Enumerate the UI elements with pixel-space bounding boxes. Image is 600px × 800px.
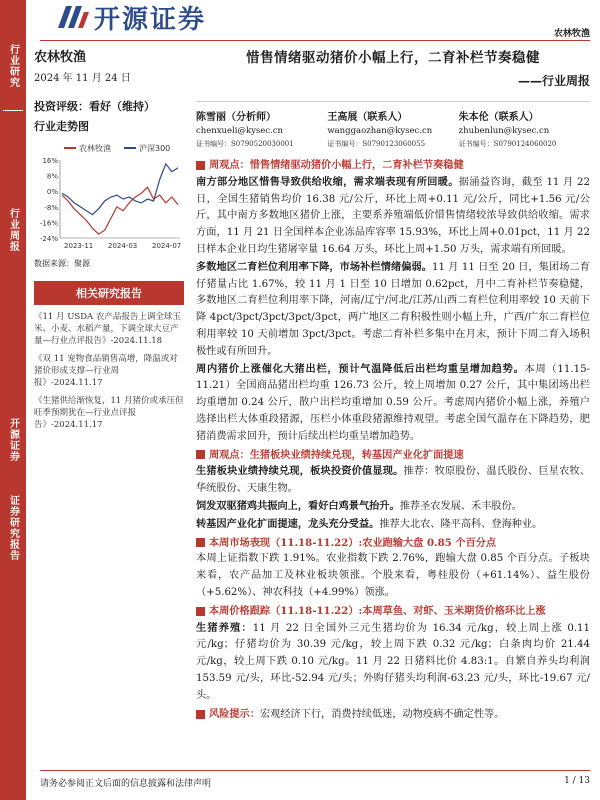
author-block (196, 108, 327, 149)
section-heading: 本周市场表现（11.18-11.22）:农业跑输大盘 0.85 个百分点 (209, 536, 497, 549)
logo-mark-icon (56, 4, 90, 30)
paragraph: 本周上证指数下跌 1.91%。农业指数下跌 2.76%，跑输大盘 0.85 个百分点。子板块来看，农产品加工及林业板块领涨。个股来看，粤桂股份（+61.14%）、益生股份（+5.62%）、神农科技（+4.99%）领涨。 (196, 553, 590, 598)
square-bullet-icon (196, 710, 205, 719)
x-tick-label: 2024-07 (152, 242, 182, 250)
industry-name: 农林牧渔 (34, 50, 87, 65)
strip-label-company: 开源证券 (7, 418, 19, 462)
paragraph: 多数地区二育栏位利用率下降，市场补栏情绪偏弱。11 月 11 日至 20 日，集团场二育仔猪量占比 1.67%，较 11 月 1 日至 10 日增加 0.62pct，月中二育补栏节奏稳健，多数地区二育栏位利用率下降，河南/辽宁/河北/江苏/山西二育栏位利用率较 10 天前下降 4pct/3pct/3pct/3pct/3pct，两广地区二育积极性则小幅上升，广西/广东二育栏位利用率较 10 天前增加 3pct/3pct。考虑二育补栏多集中在月末，预计下周二育入场积极性或有所回升。 (196, 260, 590, 357)
strip-label-research: 行业研究 (7, 44, 19, 88)
y-tick-label: -8% (44, 203, 58, 212)
header-industry-tag: 农林牧渔 (553, 29, 590, 39)
related-report-item[interactable]: 《11 月 USDA 农产品报告上调全球玉米、小麦、水稻产量，下调全球大豆产量—行业点评报告》-2024.11.18 (34, 312, 181, 346)
authors-row (196, 101, 590, 149)
series-line (62, 187, 178, 234)
trend-chart (34, 140, 184, 258)
trend-chart-title: 行业走势图 (34, 120, 89, 133)
chart-source: 数据来源：聚源 (34, 259, 90, 268)
author-name: 陈雪丽（分析师） (196, 112, 276, 123)
author-cert: 证书编号：S0790123060055 (327, 140, 426, 148)
left-strip (0, 0, 26, 800)
legend-label: 沪深300 (139, 144, 171, 153)
legend-label: 农林牧渔 (79, 144, 111, 153)
section-risk: 风险提示：宏观经济下行，消费持续低迷，动物疫病不确定性等。 (196, 706, 590, 724)
section-market (196, 535, 590, 602)
report-subtitle: ——行业周报 (517, 74, 590, 88)
company-logo (56, 2, 207, 35)
y-tick-label: 8% (46, 172, 58, 181)
logo-text: 开源证券 (94, 4, 207, 35)
author-name: 王高展（联系人） (327, 112, 408, 123)
investment-rating: 投资评级：看好（维持） (34, 100, 155, 113)
author-email[interactable]: zhubenlun@kysec.cn (458, 126, 550, 136)
y-tick-label: -16% (39, 219, 58, 228)
strip-divider (3, 110, 23, 111)
author-cert: 证书编号：S0790124060020 (458, 140, 557, 148)
section-heading: 周观点：惜售情绪驱动猪价小幅上行，二育补栏节奏稳健 (209, 159, 464, 171)
section-heading: 周观点：生猪板块业绩持续兑现，转基因产业化扩面提速 (209, 448, 464, 461)
section-weekly-view (196, 157, 590, 446)
square-bullet-icon (196, 450, 205, 459)
paragraph: 南方部分地区惜售导致供给收缩，需求端表现有所回暖。据涌益咨询，截至 11 月 22 日，全国生猪销售均价 16.38 元/公斤，环比上周+0.11 元/公斤，同比+1.56 元/公斤，其中南方多数地区猪价上涨，主要系养殖端低价惜售情绪较浓导致供给收缩。需求方面，11 月 21 日全国样本企业冻品库容率 15.93%，环比上周+0.01pct，11 月 22 日样本企业日均生猪屠宰量 16.64 万头，环比上周+1.50 万头，需求端有所回暖。 (196, 175, 591, 255)
author-email[interactable]: chenxueli@kysec.cn (196, 126, 284, 136)
trend-chart-svg (34, 140, 184, 258)
related-report-item[interactable]: 《生猪供给渐恢复，11 月猪价或承压但旺季预期犹在—行业点评报告》-2024.11.17 (34, 396, 184, 430)
section-price (196, 603, 590, 705)
author-name: 朱本伦（联系人） (458, 112, 539, 123)
y-tick-label: 0% (46, 188, 58, 197)
paragraph: 周内猪价上涨催化大猪出栏，预计气温降低后出栏均重呈增加趋势。本周（11.15-11.21）全国商品猪出栏均重 126.73 公斤，较上周增加 0.27 公斤，其中集团场出栏均重增加 0.24 公斤，散户出栏均重增加 0.59 公斤。考虑周内猪价小幅上涨，养殖户选择出栏大体重段猪源，压栏小体重段猪源维持观望。考虑全国气温存在下降趋势，肥猪消费需求回升，预计后续出栏均重呈增加趋势。 (196, 362, 591, 442)
footer-divider (40, 770, 590, 771)
author-email[interactable]: wanggaozhan@kysec.cn (327, 126, 433, 136)
footer-disclaimer: 请务必参阅正文后面的信息披露和法律声明 (40, 779, 212, 789)
y-tick-label: 16% (42, 157, 58, 165)
main-column (196, 46, 590, 723)
section-heading: 风险提示： (209, 707, 260, 720)
author-block (327, 108, 458, 149)
related-reports-header: 相关研究报告 (34, 281, 184, 305)
paragraph: 转基因产业化扩面提速，龙头充分受益。推荐大北农、隆平高科、登海种业。 (196, 517, 543, 530)
paragraph: 生猪板块业绩持续兑现，板块投资价值显现。推荐：牧原股份、温氏股份、巨星农牧、华统股份、天康生物。 (196, 465, 591, 495)
paragraph: 生猪养殖：11 月 22 日全国外三元生猪均价为 16.34 元/kg，较上周上涨 0.11 元/kg；仔猪均价为 30.39 元/kg，较上周下跌 0.32 元/kg；白条肉均价 21.44 元/kg，较上周下跌 0.10 元/kg。11 月 22 日猪料比价 4.83:1。自繁自养头均利润 153.59 元/头，环比-52.94 元/头；外购仔猪头均利润-63.23 元/头，环比-19.67 元/头。 (196, 621, 590, 701)
author-cert: 证书编号：S0790520030001 (196, 140, 294, 148)
header-divider (40, 40, 590, 41)
x-tick-label: 2023-11 (64, 242, 94, 250)
series-line (62, 164, 178, 215)
section-recommendation (196, 447, 590, 534)
section-heading: 本周价格跟踪（11.18-11.22）:本周草鱼、对虾、玉米期货价格环比上涨 (209, 604, 546, 617)
report-date: 2024 年 11 月 24 日 (34, 73, 131, 84)
strip-label-weekly: 行业周报 (7, 208, 19, 252)
y-tick-label: -24% (39, 235, 58, 243)
paragraph: 饲发双驱猪鸡共振向上，看好白鸡景气抬升。推荐圣农发展、禾丰股份。 (196, 499, 522, 512)
square-bullet-icon (196, 607, 205, 616)
author-block (459, 108, 590, 149)
report-body (196, 157, 590, 723)
x-tick-label: 2024-03 (108, 242, 138, 250)
left-column (34, 46, 184, 431)
report-title: 惜售情绪驱动猪价小幅上行，二育补栏节奏稳健 (246, 50, 540, 66)
strip-label-report: 证券研究报告 (7, 495, 19, 561)
square-bullet-icon (196, 538, 205, 547)
square-bullet-icon (196, 161, 205, 170)
related-report-item[interactable]: 《双 11 宠物食品销售高增，降温或对猪价形成支撑—行业周报》-2024.11.17 (34, 354, 178, 388)
page-number: 1 / 13 (564, 776, 590, 786)
